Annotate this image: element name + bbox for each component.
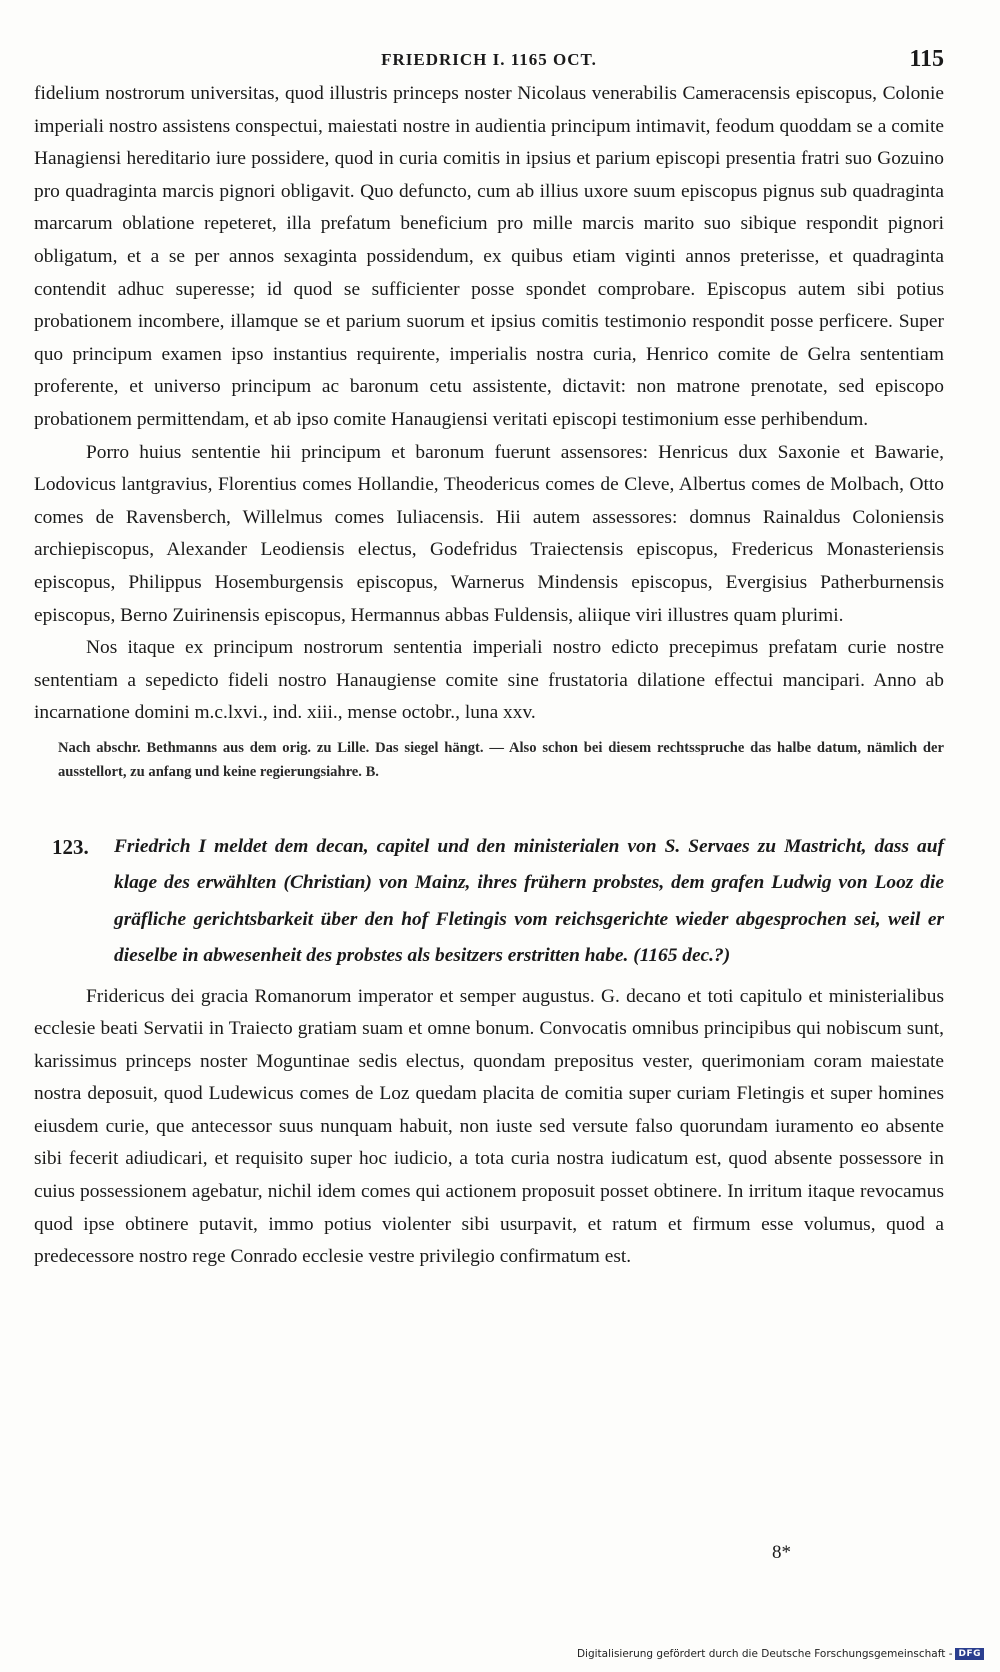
- document-number: 123.: [52, 834, 89, 859]
- footer: [577, 1648, 984, 1660]
- paragraph-continuation: fidelium nostrorum universitas, quod illustris princeps noster Nicolaus venerabilis Cameracensis episcopus, Colonie imperiali nostro assistens conspectui, maiestati nostre in audientia principum intimavit, feodum quoddam se a comite Hanagiensi hereditario iure possidere, quod in curia comitis in ipsius et parium episcopi presentia fratri suo Gozuino pro quadraginta marcis pignori obligavit. Quo defuncto, cum ab illius uxore suum episcopus pignus sub quadraginta marcarum oblatione repeteret, illa prefatum beneficium pro mille marcis marito suo sibique respondit pignori obligatum, et a se per annos sexaginta possidendum, ex quibus etiam viginti annos preterisse, et quadraginta contendit adhuc superesse; id quod se sufficienter posse spondet comprobare. Episcopus autem sibi potius probationem incombere, illamque se et parium suorum et ipsius comitis testimonio respondit posse perficere. Super quo principum examen ipso instantius requirente, imperialis nostra curia, Henrico comite de Gelra sententiam proferente, et universo principum ac baronum cetu assistente, dictavit: non matrone prenotate, sed episcopo probationem permittendam, et ab ipso comite Hanaugiensi veritati episcopi testimonium esse perhibendum.: [34, 83, 944, 430]
- running-head: [34, 44, 944, 78]
- dfg-logo: DFG: [955, 1648, 984, 1660]
- footer-text: Digitalisierung gefördert durch die Deutsche Forschungsgemeinschaft -: [576, 1648, 953, 1660]
- running-title: FRIEDRICH I. 1165 OCT.: [381, 50, 597, 69]
- page: [34, 44, 944, 1274]
- source-note: Nach abschr. Bethmanns aus dem orig. zu Lille. Das siegel hängt. — Also schon bei diesem rechtsspruche das halbe datum, nämlich der ausstellort, zu anfang und keine regierungsiahre. B.: [58, 739, 944, 781]
- page-number: 115: [909, 46, 944, 72]
- document-summary: Friedrich I meldet dem decan, capitel und den ministerialen von S. Servaes zu Mastricht, dass auf klage des erwählten (Christian) von Mainz, ihres frühern probstes, dem grafen Ludwig von Looz die gräfliche gerichtsbarkeit über den hof Fletingis vom reichsgerichte wieder abgesprochen sei, weil er dieselbe in abwesenheit des probstes als besitzers erstritten habe. (1165 dec.?): [114, 835, 944, 967]
- document-heading: [34, 829, 944, 975]
- document-text: Fridericus dei gracia Romanorum imperator et semper augustus. G. decano et toti capitulo et ministerialibus ecclesie beati Servatii in Traiecto gratiam suam et omne bonum. Convocatis omnibus principibus qui nobiscum sunt, karissimus princeps noster Moguntinae sedis electus, quondam prepositus vester, querimoniam coram maiestate nostra deposuit, quod Ludewicus comes de Loz quedam placita de comitia super curiam Fletingis et super homines eiusdem curie, que antecessor suus nunquam habuit, non iuste sed versute falso quorundam iuramento eo absente sibi fecerit adiudicari, et requisito super hoc iudicio, a tota curia nostra iudicatum est, quod absente possessore in cuius possessionem agebatur, nichil idem comes qui actionem proposuit posset obtinere. In irritum itaque revocamus quod ipse obtinere putavit, immo potius violenter sibi usurpavit, et ratum et firmum esse volumus, quod a predecessore nostro rege Conrado ecclesie vestre privilegio confirmatum est.: [34, 985, 944, 1268]
- paragraph-assessores: Porro huius sententie hii principum et baronum fuerunt assensores: Henricus dux Saxonie et Bawarie, Lodovicus lantgravius, Florentius comes Hollandie, Theodericus comes de Cleve, Albertus comes de Molbach, Otto comes de Ravensberch, Willelmus comes Iuliacensis. Hii autem assessores: domnus Rainaldus Coloniensis archiepiscopus, Alexander Leodiensis electus, Godefridus Traiectensis episcopus, Fredericus Monasteriensis episcopus, Philippus Hosemburgensis episcopus, Warnerus Mindensis episcopus, Evergisius Patherburnensis episcopus, Berno Zuirinensis episcopus, Hermannus abbas Fuldensis, aliique viri illustres quam plurimi.: [34, 441, 944, 626]
- signature-mark: 8*: [772, 1542, 791, 1563]
- paragraph-dating: Nos itaque ex principum nostrorum sententia imperiali nostro edicto precepimus prefatam curie nostre sententiam a sepedicto fideli nostro Hanaugiense comite sine frustatoria dilatione effectui mancipari. Anno ab incarnatione domini m.c.lxvi., ind. xiii., mense octobr., luna xxv.: [34, 637, 944, 724]
